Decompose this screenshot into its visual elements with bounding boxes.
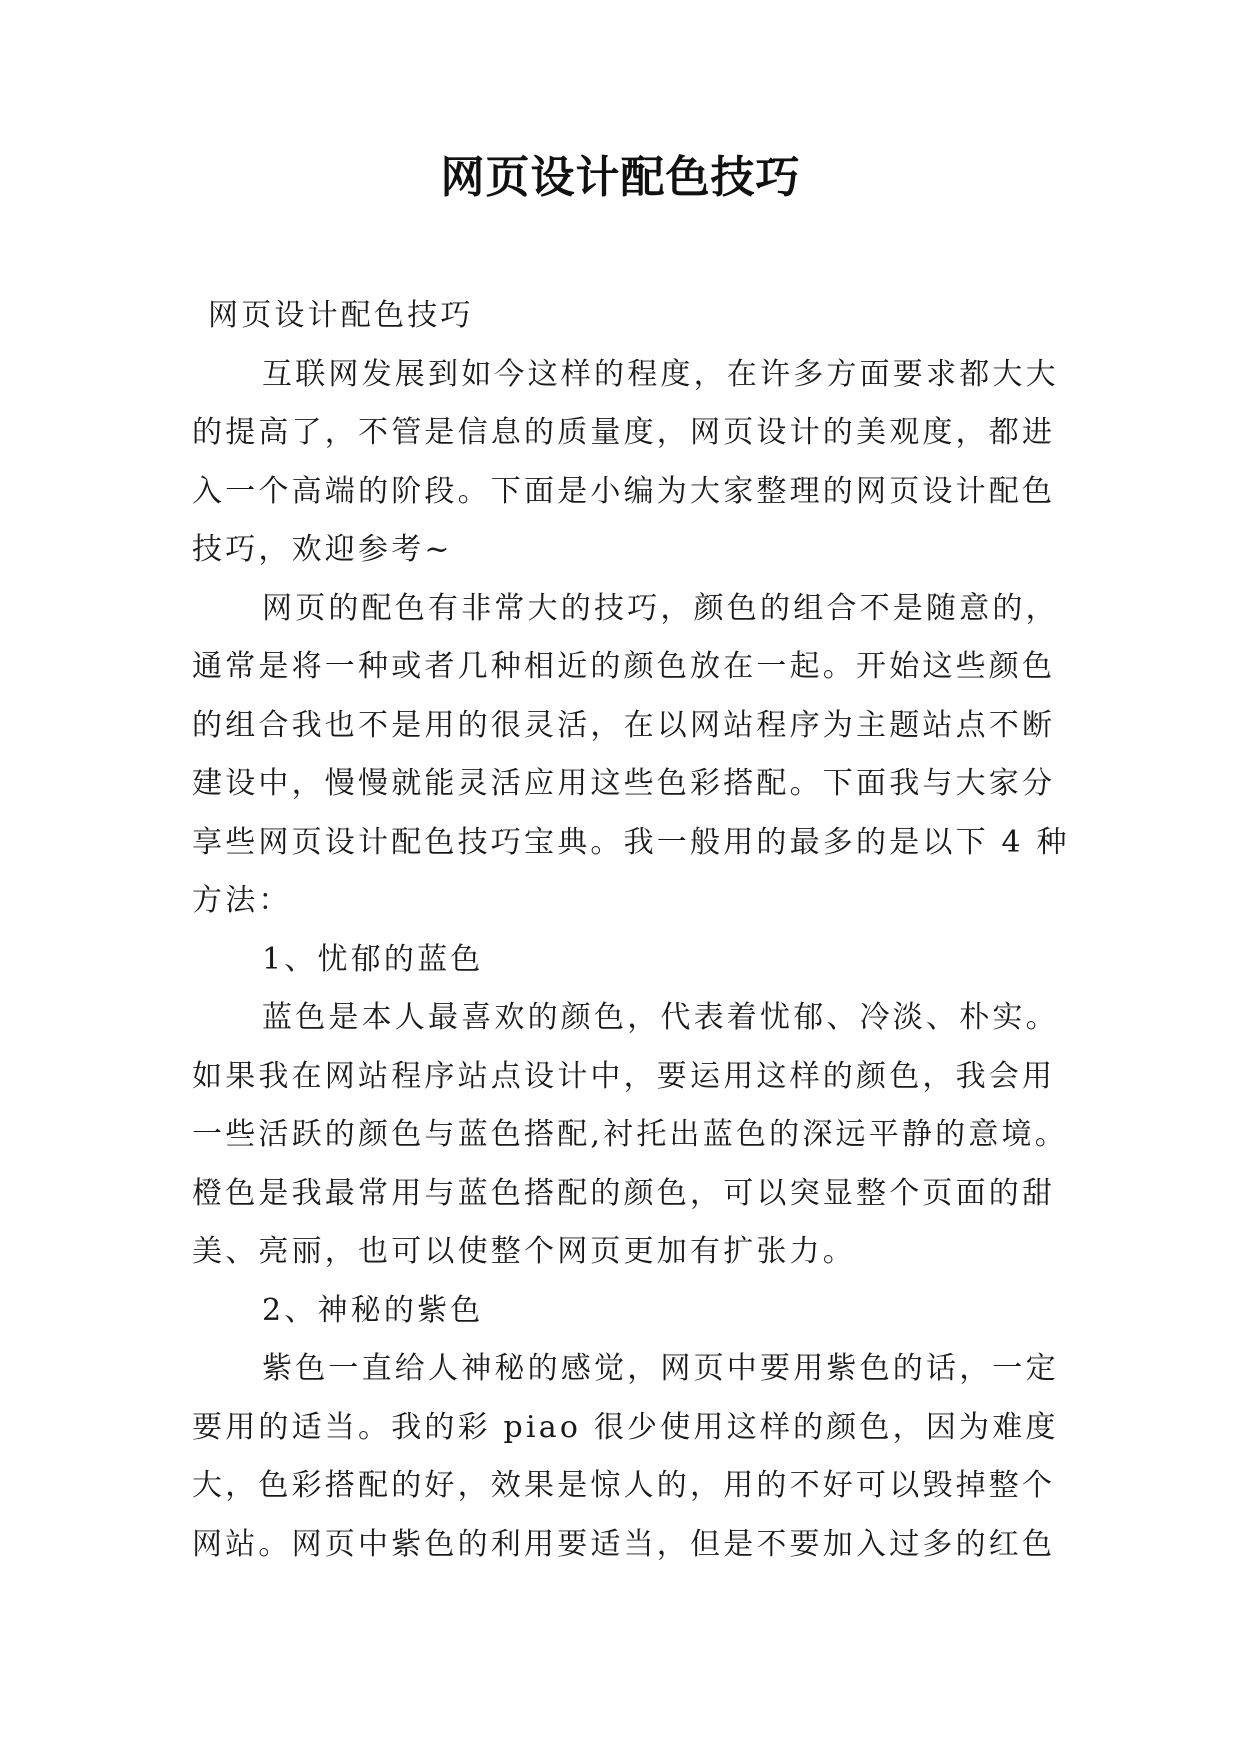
paragraph-line: 享些网页设计配色技巧宝典。我一般用的最多的是以下 4 种 <box>192 824 1070 860</box>
document-subtitle: 网页设计配色技巧 <box>208 298 474 333</box>
paragraph-line: 的提高了，不管是信息的质量度，网页设计的美观度，都进 <box>192 415 1056 450</box>
paragraph-line: 如果我在网站程序站点设计中，要运用这样的颜色，我会用 <box>192 1058 1056 1094</box>
document-title: 网页设计配色技巧 <box>440 152 801 203</box>
section-heading: 2、神秘的紫色 <box>262 1292 484 1328</box>
paragraph-line: 蓝色是本人最喜欢的颜色，代表着忧郁、冷淡、朴实。 <box>262 1000 1059 1035</box>
paragraph-line: 网页的配色有非常大的技巧，颜色的组合不是随意的， <box>262 590 1059 626</box>
paragraph-line: 美、亮丽，也可以使整个网页更加有扩张力。 <box>192 1234 856 1269</box>
paragraph-line: 入一个高端的阶段。下面是小编为大家整理的网页设计配色 <box>192 473 1056 509</box>
paragraph-line: 通常是将一种或者几种相近的颜色放在一起。开始这些颜色 <box>192 649 1056 684</box>
paragraph-line: 网站。网页中紫色的利用要适当，但是不要加入过多的红色 <box>192 1526 1056 1562</box>
paragraph-line: 互联网发展到如今这样的程度，在许多方面要求都大大 <box>262 356 1059 392</box>
paragraph-line: 技巧，欢迎参考~ <box>192 532 453 567</box>
paragraph-line: 一些活跃的颜色与蓝色搭配,衬托出蓝色的深远平静的意境。 <box>192 1117 1068 1152</box>
paragraph-line: 方法： <box>192 883 292 918</box>
paragraph-line: 橙色是我最常用与蓝色搭配的颜色，可以突显整个页面的甜 <box>192 1175 1056 1211</box>
section-heading: 1、忧郁的蓝色 <box>262 941 484 977</box>
paragraph-line: 要用的适当。我的彩 piao 很少使用这样的颜色，因为难度 <box>192 1409 1059 1445</box>
paragraph-line: 大，色彩搭配的好，效果是惊人的，用的不好可以毁掉整个 <box>192 1468 1056 1503</box>
document-body <box>192 287 1070 1574</box>
paragraph-line: 紫色一直给人神秘的感觉，网页中要用紫色的话，一定 <box>262 1351 1059 1386</box>
paragraph-line: 的组合我也不是用的很灵活，在以网站程序为主题站点不断 <box>192 707 1056 743</box>
paragraph-line: 建设中，慢慢就能灵活应用这些色彩搭配。下面我与大家分 <box>192 766 1056 801</box>
